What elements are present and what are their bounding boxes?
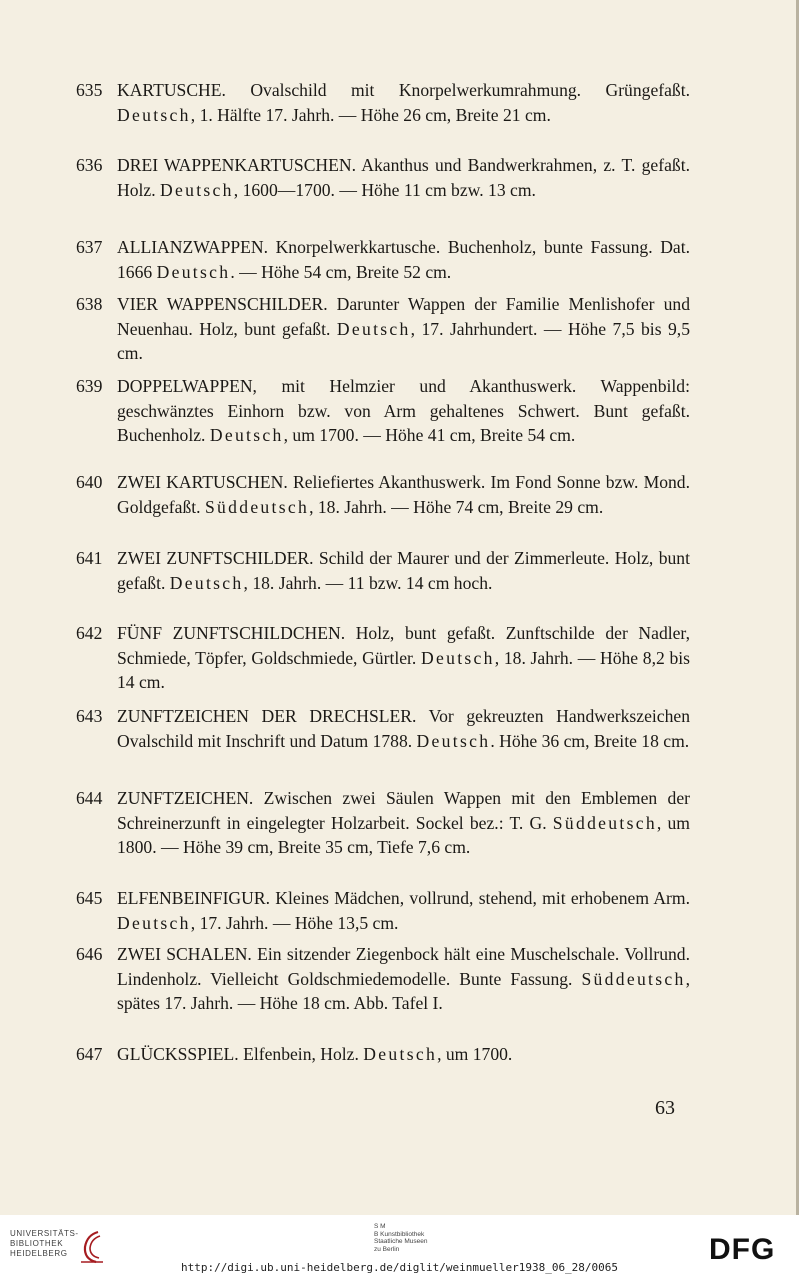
catalog-entry [76, 292, 690, 366]
entry-text: , 17. Jahrhundert. — Höhe 7,5 bis 9,5 cm. [117, 318, 691, 363]
catalog-entry [76, 1042, 690, 1067]
catalog-entry [76, 470, 690, 519]
entry-origin: Deutsch [209, 425, 284, 445]
entry-number: 635 [76, 80, 103, 100]
entry-text: ZUNFTZEICHEN DER DRECHSLER. Vor gekreuzten Handwerkszeichen Ovalschild mit Inschrift und Datum 1788. [117, 706, 690, 751]
entry-number: 646 [76, 944, 103, 964]
entry-description [117, 704, 690, 753]
university-logo-line: BIBLIOTHEK [10, 1239, 64, 1248]
entry-description [117, 886, 690, 935]
entry-text: , 18. Jahrh. — Höhe 8,2 bis 14 cm. [117, 647, 691, 692]
entry-description [117, 153, 690, 202]
entry-number: 645 [76, 888, 103, 908]
entry-text: , 1. Hälfte 17. Jahrh. — Höhe 26 cm, Breite 21 cm. [190, 104, 551, 125]
stamp-line: S M [374, 1223, 386, 1230]
entry-text: , 17. Jahrh. — Höhe 13,5 cm. [190, 912, 399, 933]
entry-origin: Deutsch [336, 318, 411, 339]
entry-description [117, 78, 690, 127]
catalog-entry [76, 153, 690, 202]
entry-text: FÜNF ZUNFTSCHILDCHEN. Holz, bunt gefaßt. Zunftschilde der Nadler, Schmiede, Töpfer, Goldschmiede, Gürtler. [117, 623, 690, 668]
entry-origin: Deutsch [169, 572, 244, 593]
entry-text: ZWEI SCHALEN. Ein sitzender Ziegenbock hält eine Muschelschale. Vollrund. Lindenholz. Vielleicht Goldschmiedemodelle. Bunte Fassung. [117, 944, 690, 989]
entry-origin: Süddeutsch [581, 968, 686, 989]
entry-text: , 1600—1700. — Höhe 11 cm bzw. 13 cm. [233, 179, 536, 200]
entry-number: 636 [76, 155, 103, 175]
university-logo-line: HEIDELBERG [10, 1249, 68, 1258]
entry-text: ZUNFTZEICHEN. Zwischen zwei Säulen Wappen mit den Emblemen der Schreinerzunft in eingelegter Holzarbeit. Sockel bez.: T. G. [117, 788, 690, 833]
digitization-footer [0, 1215, 799, 1276]
catalog-entry [76, 704, 690, 753]
entry-number: 639 [76, 376, 103, 396]
entry-text: KARTUSCHE. Ovalschild mit Knorpelwerkumrahmung. Grüngefaßt. [117, 80, 690, 100]
catalog-entry [76, 235, 690, 284]
entry-origin: Süddeutsch [552, 812, 657, 833]
entry-description [117, 374, 690, 448]
entry-number: 640 [76, 472, 103, 492]
stamp-line: Staatliche Museen [374, 1238, 428, 1245]
entry-description [117, 470, 690, 519]
catalog-entry [76, 886, 690, 935]
university-library-logo[interactable] [10, 1229, 100, 1265]
entry-text: ZWEI ZUNFTSCHILDER. Schild der Maurer und der Zimmerleute. Holz, bunt gefaßt. [117, 548, 690, 593]
entry-origin: Deutsch [156, 261, 231, 282]
entry-description [117, 1042, 690, 1067]
catalog-entry [76, 786, 690, 860]
entry-description [117, 546, 690, 595]
catalog-entry [76, 621, 690, 695]
permalink-url[interactable]: http://digi.ub.uni-heidelberg.de/diglit/weinmueller1938_06_28/0065 [180, 1261, 619, 1274]
entry-origin: Deutsch [363, 1044, 438, 1064]
entry-origin: Deutsch [416, 730, 491, 751]
entry-origin: Deutsch [117, 912, 191, 933]
university-logo-line: UNIVERSITÄTS- [10, 1229, 79, 1238]
entry-text: ALLIANZWAPPEN. Knorpelwerkkartusche. Buchenholz, bunte Fassung. Dat. 1666 [117, 237, 690, 282]
entry-description [117, 621, 690, 695]
entry-description [117, 292, 690, 366]
university-emblem-icon [78, 1229, 106, 1265]
entry-text: ZWEI KARTUSCHEN. Reliefiertes Akanthuswerk. Im Fond Sonne bzw. Mond. Goldgefaßt. [117, 472, 690, 517]
page-number: 63 [655, 1097, 675, 1119]
catalog-entry [76, 78, 690, 127]
entry-number: 643 [76, 706, 103, 726]
stamp-line: B Kunstbibliothek [374, 1230, 425, 1238]
catalog-entry [76, 546, 690, 595]
stamp-line: zu Berlin [374, 1245, 400, 1253]
library-stamp [374, 1223, 464, 1253]
entry-text: GLÜCKSSPIEL. Elfenbein, Holz. [117, 1044, 364, 1064]
entry-number: 641 [76, 548, 103, 568]
entry-number: 637 [76, 237, 103, 257]
entry-text: DREI WAPPENKARTUSCHEN. Akanthus und Bandwerkrahmen, z. T. gefaßt. Holz. [117, 155, 690, 200]
entry-number: 642 [76, 623, 103, 643]
entry-text: , um 1800. — Höhe 39 cm, Breite 35 cm, Tiefe 7,6 cm. [117, 812, 690, 857]
entry-text: ELFENBEINFIGUR. Kleines Mädchen, vollrund, stehend, mit erhobenem Arm. [117, 888, 690, 908]
catalog-entry [76, 374, 690, 448]
entry-text: . Höhe 36 cm, Breite 18 cm. [490, 730, 690, 751]
entry-origin: Deutsch [160, 179, 234, 200]
entry-number: 647 [76, 1044, 103, 1064]
entry-text: . — Höhe 54 cm, Breite 52 cm. [230, 261, 452, 282]
entry-origin: Deutsch [421, 647, 495, 668]
entry-text: , spätes 17. Jahrh. — Höhe 18 cm. Abb. Tafel I. [117, 968, 690, 1013]
entry-text: , um 1700. [437, 1044, 513, 1064]
entry-text: , 18. Jahrh. — Höhe 74 cm, Breite 29 cm. [309, 496, 604, 517]
entry-description [117, 942, 690, 1016]
entry-number: 638 [76, 294, 103, 314]
entry-text: VIER WAPPENSCHILDER. Darunter Wappen der Familie Menlishofer und Neuenhau. Holz, bunt gefaßt. [117, 294, 690, 339]
dfg-logo[interactable]: DFG [709, 1233, 776, 1266]
entry-text: DOPPELWAPPEN, mit Helmzier und Akanthuswerk. Wappenbild: geschwänztes Einhorn bzw. von Arm gehaltenes Schwert. Bunt gefaßt. Buchenholz. [117, 376, 690, 445]
entry-text: , 18. Jahrh. — 11 bzw. 14 cm hoch. [243, 572, 493, 593]
entry-origin: Süddeutsch [204, 496, 310, 517]
entry-origin: Deutsch [117, 104, 191, 125]
entry-text: , um 1700. — Höhe 41 cm, Breite 54 cm. [283, 425, 576, 445]
catalog-entry [76, 942, 690, 1016]
entry-number: 644 [76, 788, 103, 808]
entry-description [117, 235, 690, 284]
entry-description [117, 786, 690, 860]
